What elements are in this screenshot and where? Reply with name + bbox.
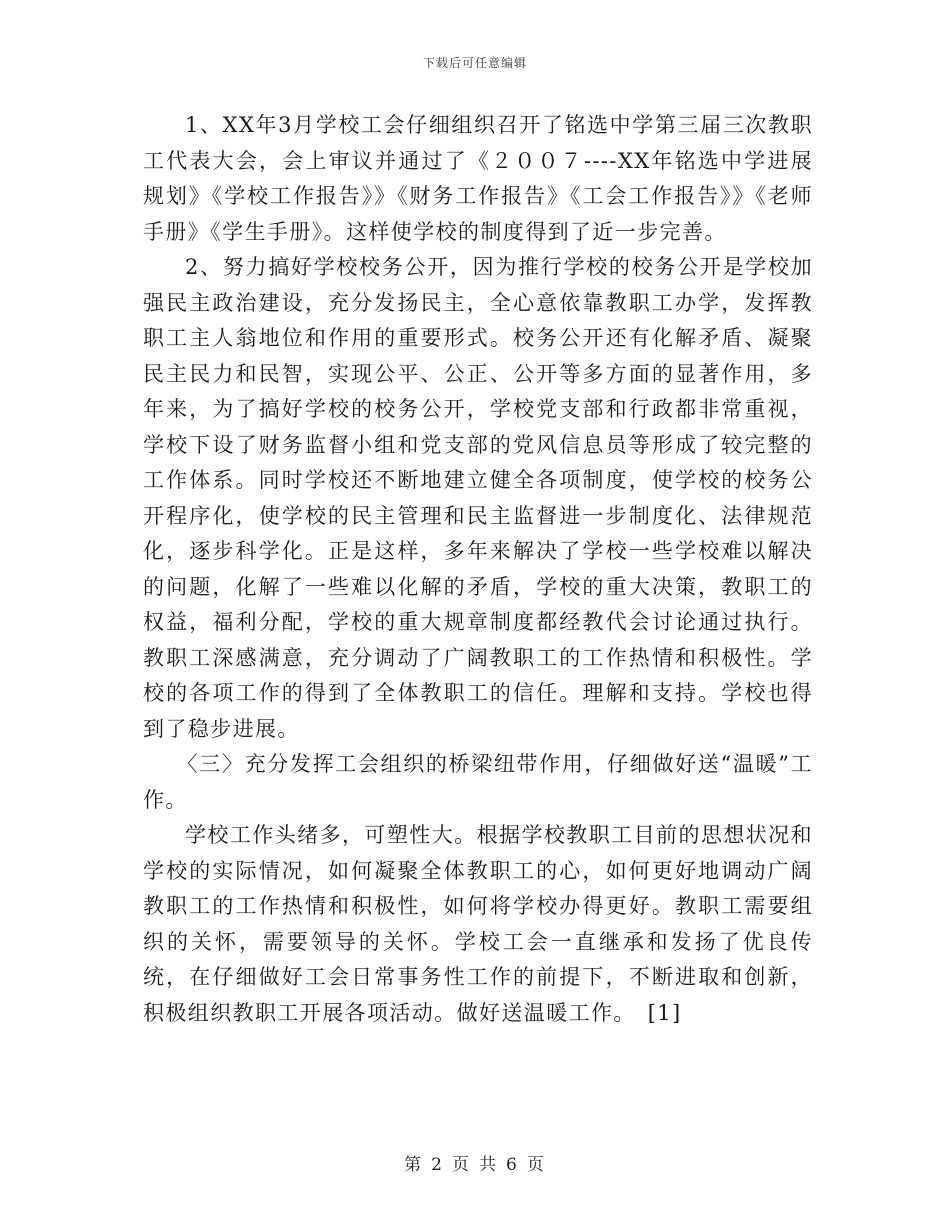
section-heading-3: 〈三〉充分发挥工会组织的桥梁纽带作用，仔细做好送“温暖”工作。 bbox=[143, 752, 813, 812]
paragraph-section-3-body: 学校工作头绪多，可塑性大。根据学校教职工目前的思想状况和学校的实际情况，如何凝聚全体教职工的心，如何更好地调动广阔教职工的工作热情和积极性，如何将学校办得更好。教职工需要组织的关怀，需要领导的关怀。学校工会一直继承和发扬了优良传统，在仔细做好工会日常事务性工作的前提下，不断进取和创新，积极组织教职工开展各项活动。做好送温暖工作。 [1] bbox=[143, 823, 813, 1025]
footer-suffix: 页 bbox=[526, 1155, 546, 1175]
paragraph-item-2: 2、努力搞好学校校务公开，因为推行学校的校务公开是学校加强民主政治建设，充分发扬民主，全心意依靠教职工办学，发挥教职工主人翁地位和作用的重要形式。校务公开还有化解矛盾、凝聚民主民力和民智，实现公平、公正、公开等多方面的显著作用，多年来，为了搞好学校的校务公开，学校党支部和行政都非常重视，学校下设了财务监督小组和党支部的党风信息员等形成了较完整的工作体系。同时学校还不断地建立健全各项制度，使学校的校务公开程序化，使学校的民主管理和民主监督进一步制度化、法律规范化，逐步科学化。正是这样，多年来解决了学校一些学校难以解决的问题，化解了一些难以化解的矛盾，学校的重大决策，教职工的权益，福利分配，学校的重大规章制度都经教代会讨论通过执行。教职工深感满意，充分调动了广阔教职工的工作热情和积极性。学校的各项工作的得到了全体教职工的信任。理解和支持。学校也得到了稳步进展。 bbox=[143, 255, 813, 741]
page-number-footer bbox=[0, 1150, 950, 1175]
current-page-number: 2 bbox=[431, 1155, 444, 1175]
page-header-note: 下载后可任意编辑 bbox=[422, 56, 527, 70]
total-page-count: 6 bbox=[506, 1155, 519, 1175]
footer-page-word: 页 bbox=[452, 1155, 471, 1175]
document-body bbox=[143, 108, 813, 1031]
footer-total-word: 共 bbox=[479, 1155, 498, 1175]
footer-prefix: 第 bbox=[404, 1155, 424, 1175]
paragraph-item-1: 1、XX年3月学校工会仔细组织召开了铭选中学第三届三次教职工代表大会，会上审议并通过了《２００７----XX年铭选中学进展规划》《学校工作报告》》《财务工作报告》《工会工作报告》》《老师手册》《学生手册》。这样使学校的制度得到了近一步完善。 bbox=[143, 113, 813, 244]
